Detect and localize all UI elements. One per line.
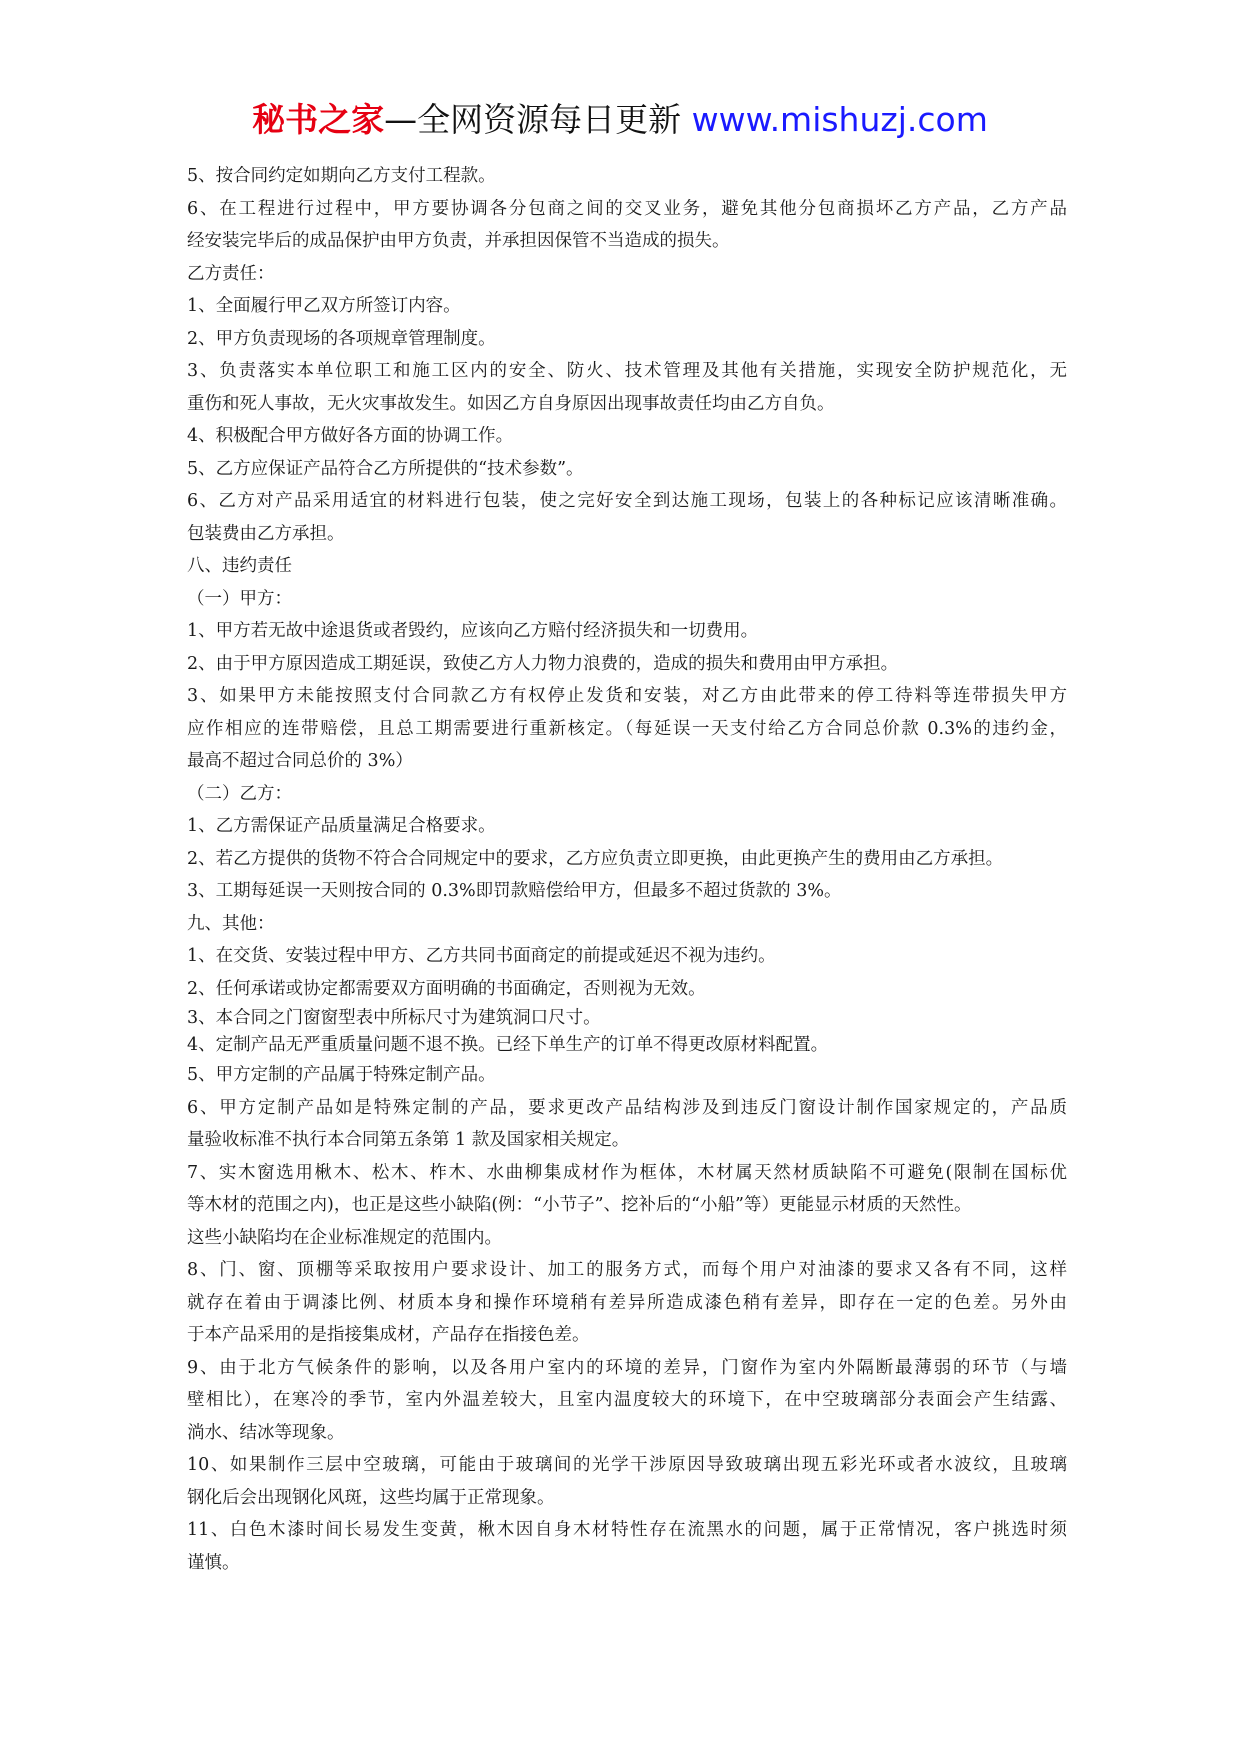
text-line-38: 9、由于北方气候条件的影响，以及各用户室内的环境的差异，门窗作为室内外隔断最薄弱的环节（与墙 <box>187 1357 1067 1378</box>
text-line-39: 壁相比），在寒冷的季节，室内外温差较大，且室内温度较大的环境下，在中空玻璃部分表面会产生结露、 <box>187 1390 1067 1410</box>
subsection-heading-yifang: （二）乙方： <box>187 783 292 804</box>
text-line-6: 2、甲方负责现场的各项规章管理制度。 <box>187 328 496 349</box>
text-line-2: 6、在工程进行过程中，甲方要协调各分包商之间的交叉业务，避免其他分包商损坏乙方产品，乙方产品 <box>187 198 1067 219</box>
site-url[interactable]: www.mishuzj.com <box>691 100 988 139</box>
text-line-44: 谨慎。 <box>187 1552 240 1573</box>
text-line-12: 包装费由乙方承担。 <box>187 523 345 544</box>
contract-body <box>187 160 1067 1579</box>
text-line-26: 2、任何承诺或协定都需要双方面明确的书面确定，否则视为无效。 <box>187 978 706 999</box>
text-line-43: 11、白色木漆时间长易发生变黄，楸木因自身木材特性存在流黑水的问题，属于正常情况，客户挑选时须 <box>187 1520 1067 1540</box>
section-heading-yifang-duties: 乙方责任： <box>187 263 275 284</box>
site-header <box>0 100 1240 140</box>
text-line-11: 6、乙方对产品采用适宜的材料进行包装，使之完好安全到达施工现场，包装上的各种标记应该清晰准确。 <box>187 491 1067 511</box>
text-line-15: 1、甲方若无故中途退货或者毁约，应该向乙方赔付经济损失和一切费用。 <box>187 621 759 641</box>
text-line-40: 淌水、结冰等现象。 <box>187 1422 345 1443</box>
text-line-29: 5、甲方定制的产品属于特殊定制产品。 <box>187 1065 496 1085</box>
text-line-3: 经安装完毕后的成品保护由甲方负责，并承担因保管不当造成的损失。 <box>187 231 730 251</box>
text-line-17: 3、如果甲方未能按照支付合同款乙方有权停止发货和安装，对乙方由此带来的停工待料等连带损失甲方 <box>187 686 1067 706</box>
section-heading-breach: 八、违约责任 <box>187 556 292 576</box>
text-line-23: 3、工期每延误一天则按合同的 0.3%即罚款赔偿给甲方，但最多不超过货款的 3%。 <box>187 881 842 901</box>
text-line-33: 等木材的范围之内)，也正是这些小缺陷(例：“小节子”、挖补后的“小船”等）更能显示材质的天然性。 <box>187 1195 972 1215</box>
text-line-18: 应作相应的连带赔偿，且总工期需要进行重新核定。（每延误一天支付给乙方合同总价款 0.3%的违约金， <box>187 718 1067 739</box>
text-line-30: 6、甲方定制产品如是特殊定制的产品，要求更改产品结构涉及到违反门窗设计制作国家规定的，产品质 <box>187 1097 1067 1118</box>
text-line-21: 1、乙方需保证产品质量满足合格要求。 <box>187 816 496 836</box>
text-line-19: 最高不超过合同总价的 3%） <box>187 751 413 771</box>
text-line-42: 钢化后会出现钢化风斑，这些均属于正常现象。 <box>187 1487 555 1508</box>
text-line-22: 2、若乙方提供的货物不符合合同规定中的要求，乙方应负责立即更换，由此更换产生的费用由乙方承担。 <box>187 848 1004 869</box>
text-line-37: 于本产品采用的是指接集成材，产品存在指接色差。 <box>187 1325 590 1345</box>
header-tagline: —全网资源每日更新 <box>384 100 682 139</box>
brand-name: 秘书之家 <box>252 100 385 139</box>
text-line-25: 1、在交货、安装过程中甲方、乙方共同书面商定的前提或延迟不视为违约。 <box>187 946 776 966</box>
text-line-7: 3、负责落实本单位职工和施工区内的安全、防火、技术管理及其他有关措施，实现安全防护规范化，无 <box>187 361 1067 381</box>
text-line-41: 10、如果制作三层中空玻璃，可能由于玻璃间的光学干涉原因导致玻璃出现五彩光环或者水波纹，且玻璃 <box>187 1455 1067 1475</box>
text-line-34: 这些小缺陷均在企业标准规定的范围内。 <box>187 1227 502 1248</box>
text-line-10: 5、乙方应保证产品符合乙方所提供的“技术参数”。 <box>187 458 584 479</box>
text-line-1: 5、按合同约定如期向乙方支付工程款。 <box>187 166 496 186</box>
text-line-8: 重伤和死人事故，无火灾事故发生。如因乙方自身原因出现事故责任均由乙方自负。 <box>187 393 835 414</box>
section-heading-other: 九、其他： <box>187 913 275 934</box>
text-line-36: 就存在着由于调漆比例、材质本身和操作环境稍有差异所造成漆色稍有差异，即存在一定的色差。另外由 <box>187 1292 1067 1313</box>
text-line-32: 7、实木窗选用楸木、松木、柞木、水曲柳集成材作为框体，木材属天然材质缺陷不可避免(限制在国标优 <box>187 1162 1067 1183</box>
text-line-27: 3、本合同之门窗窗型表中所标尺寸为建筑洞口尺寸。 <box>187 1008 601 1028</box>
text-line-9: 4、积极配合甲方做好各方面的协调工作。 <box>187 426 514 446</box>
text-line-35: 8、门、窗、顶棚等采取按用户要求设计、加工的服务方式，而每个用户对油漆的要求又各有不同，这样 <box>187 1260 1067 1280</box>
text-line-5: 1、全面履行甲乙双方所签订内容。 <box>187 296 461 316</box>
text-line-28: 4、定制产品无严重质量问题不退不换。已经下单生产的订单不得更改原材料配置。 <box>187 1035 829 1055</box>
subsection-heading-jiafang: （一）甲方： <box>187 588 292 609</box>
text-line-31: 量验收标准不执行本合同第五条第 1 款及国家相关规定。 <box>187 1130 630 1150</box>
text-line-16: 2、由于甲方原因造成工期延误，致使乙方人力物力浪费的，造成的损失和费用由甲方承担。 <box>187 653 899 674</box>
